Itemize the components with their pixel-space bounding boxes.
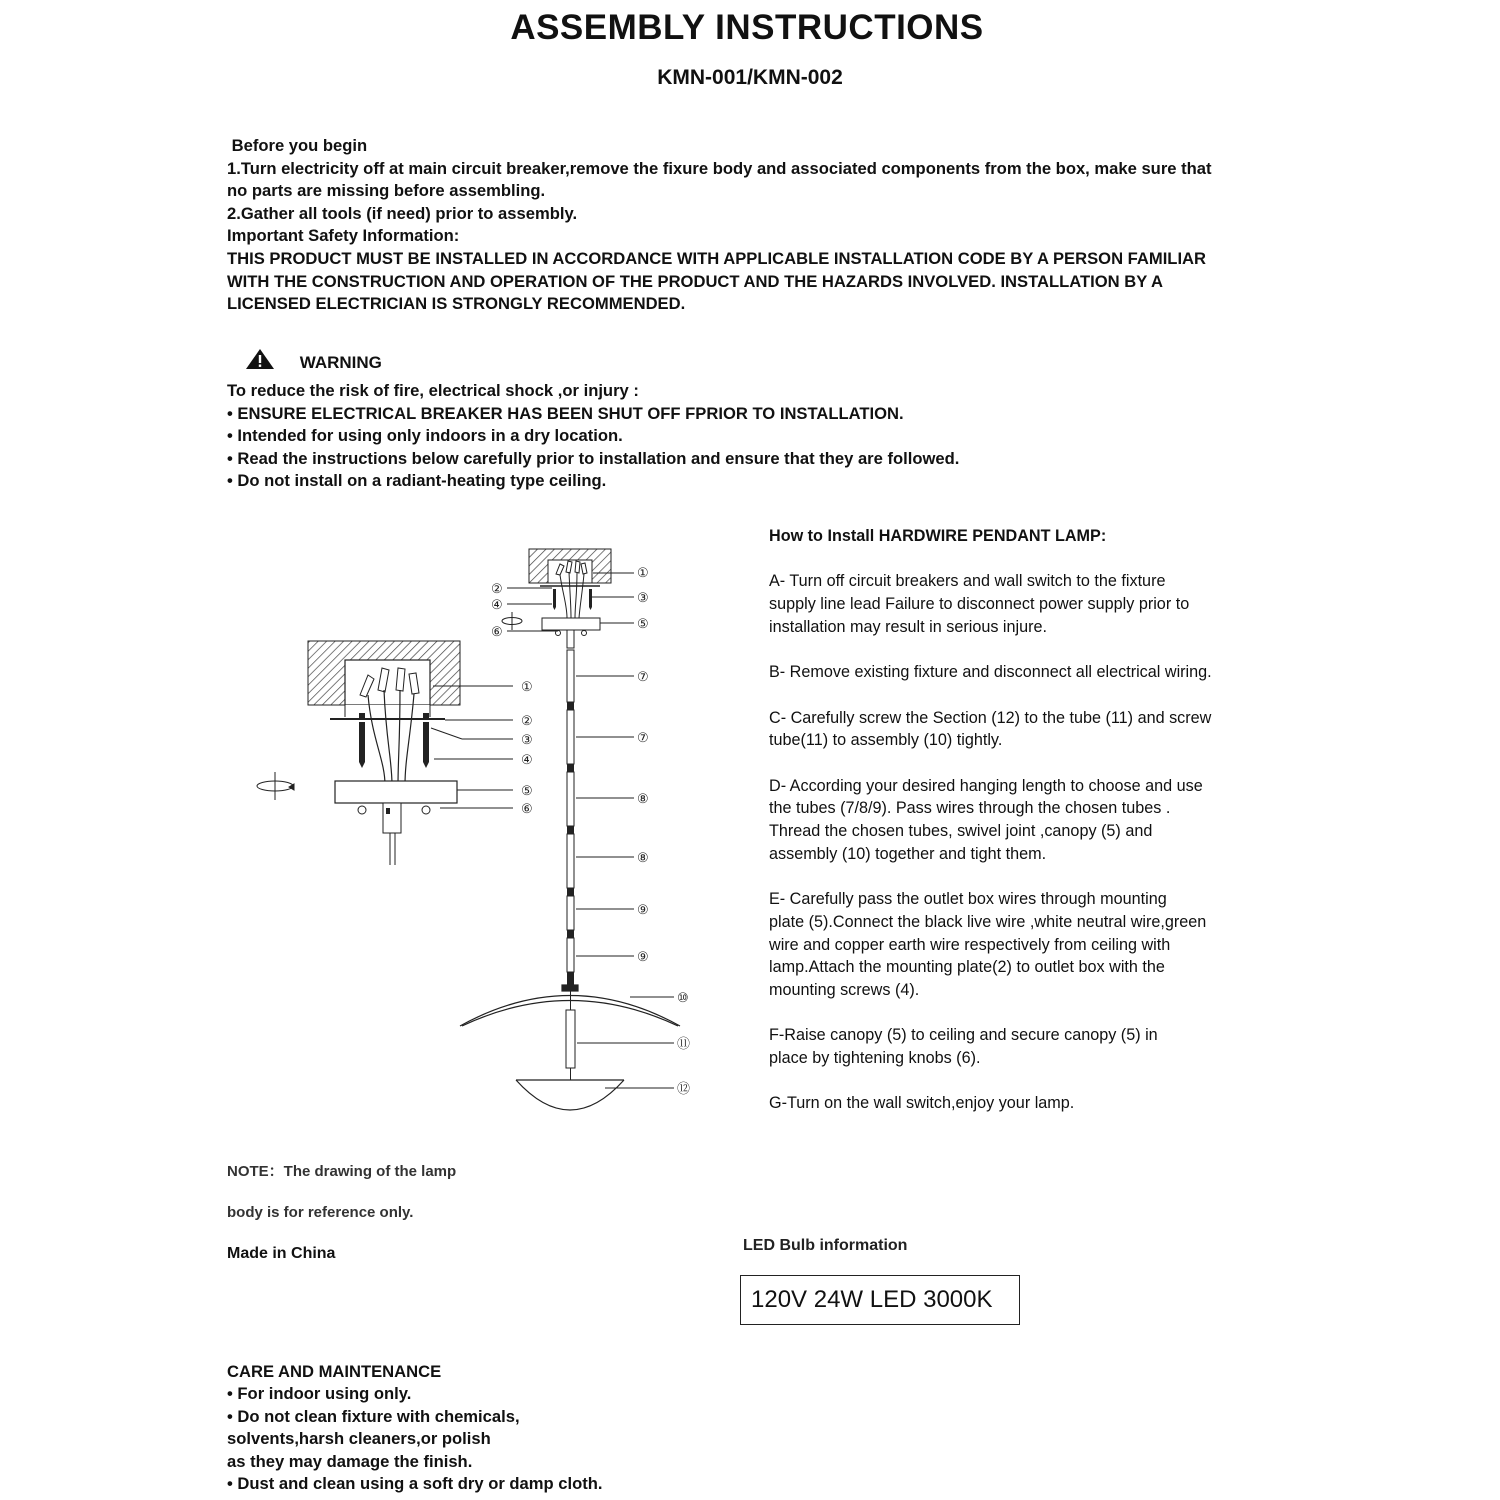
- warning-line: To reduce the risk of fire, electrical shock ,or injury :: [227, 381, 639, 400]
- led-spec-box: 120V 24W LED 3000K: [740, 1275, 1020, 1325]
- intro-line: no parts are missing before assembling.: [227, 181, 546, 201]
- step-line: plate (5).Connect the black live wire ,white neutral wire,green: [769, 912, 1207, 931]
- install-step-g: [769, 1092, 1289, 1115]
- intro-line: LICENSED ELECTRICIAN IS STRONGLY RECOMMENDED.: [227, 294, 686, 314]
- care-line: as they may damage the finish.: [227, 1451, 473, 1471]
- callout-label: ④: [491, 598, 503, 613]
- care-line: solvents,harsh cleaners,or polish: [227, 1429, 491, 1449]
- callout-label: ⑧: [637, 792, 649, 807]
- step-line: G-Turn on the wall switch,enjoy your lamp.: [769, 1094, 1075, 1113]
- callout-label: ①: [521, 680, 533, 695]
- main-ceiling-box: [529, 549, 611, 618]
- step-line: lamp.Attach the mounting plate(2) to outlet box with the: [769, 958, 1165, 977]
- intro-line: WITH THE CONSTRUCTION AND OPERATION OF THE PRODUCT AND THE HAZARDS INVOLVED. INSTALLATION BY A: [227, 271, 1163, 291]
- detail-rotate-arrow: [257, 772, 294, 800]
- intro-line: 1.Turn electricity off at main circuit breaker,remove the fixure body and associated components from the box, make sure that: [227, 158, 1212, 178]
- warning-line: • Read the instructions below carefully prior to installation and ensure that they are followed.: [227, 448, 960, 468]
- care-line: • Dust and clean using a soft dry or damp cloth.: [227, 1474, 603, 1494]
- step-line: tube(11) to assembly (10) tightly.: [769, 731, 1003, 750]
- step-line: wire and copper earth wire respectively from ceiling with: [769, 935, 1171, 954]
- callout-label: ②: [491, 582, 503, 597]
- callout-label: ⑥: [491, 625, 503, 640]
- page-title: ASSEMBLY INSTRUCTIONS: [510, 8, 984, 47]
- note-line-2: body is for reference only.: [227, 1204, 414, 1221]
- step-line: Thread the chosen tubes, swivel joint ,canopy (5) and: [769, 822, 1153, 841]
- callout-label: ⑦: [637, 731, 649, 746]
- main-shade-lower: [516, 1080, 624, 1110]
- step-line: B- Remove existing fixture and disconnect all electrical wiring.: [769, 663, 1212, 682]
- step-line: place by tightening knobs (6).: [769, 1049, 981, 1068]
- warning-line: • Do not install on a radiant-heating type ceiling.: [227, 471, 607, 491]
- warning-line: • ENSURE ELECTRICAL BREAKER HAS BEEN SHUT OFF FPRIOR TO INSTALLATION.: [227, 403, 904, 423]
- step-line: assembly (10) together and tight them.: [769, 844, 1047, 863]
- callout-label: ②: [521, 714, 533, 729]
- step-line: D- According your desired hanging length to choose and use: [769, 776, 1203, 795]
- callout-label: ⑤: [521, 784, 533, 799]
- step-line: A- Turn off circuit breakers and wall switch to the fixture: [769, 572, 1166, 591]
- care-heading: CARE AND MAINTENANCE: [227, 1362, 442, 1381]
- intro-line: Before you begin: [227, 136, 368, 155]
- install-steps: [769, 525, 1289, 1138]
- main-canopy: [542, 618, 600, 648]
- callout-label: ⑦: [637, 670, 649, 685]
- step-line: E- Carefully pass the outlet box wires through mounting: [769, 890, 1167, 909]
- intro-line: Important Safety Information:: [227, 226, 460, 246]
- callout-label: ⑧: [637, 851, 649, 866]
- care-line: • Do not clean fixture with chemicals,: [227, 1406, 520, 1426]
- step-line: C- Carefully screw the Section (12) to the tube (11) and screw: [769, 708, 1212, 727]
- intro-line: 2.Gather all tools (if need) prior to assembly.: [227, 203, 578, 223]
- callout-label: ⑨: [637, 950, 649, 965]
- detail-callouts: [521, 680, 533, 817]
- origin-label: Made in China: [227, 1245, 336, 1262]
- step-line: supply line lead Failure to disconnect power supply prior to: [769, 595, 1190, 614]
- callout-label: ④: [521, 753, 533, 768]
- install-step-c: [769, 707, 1289, 752]
- install-step-f: [769, 1024, 1289, 1069]
- care-line: • For indoor using only.: [227, 1384, 412, 1404]
- detail-canopy: [335, 781, 457, 865]
- install-step-b: [769, 661, 1289, 684]
- callout-label: ⑫: [677, 1082, 691, 1097]
- step-line: mounting screws (4).: [769, 980, 920, 999]
- install-step-e: [769, 888, 1289, 1002]
- main-tube-11: [566, 991, 575, 1080]
- step-line: the tubes (7/8/9). Pass wires through the chosen tubes .: [769, 799, 1171, 818]
- detail-screws: [359, 713, 429, 768]
- model-number: KMN-001/KMN-002: [657, 66, 843, 89]
- warning-line: • Intended for using only indoors in a dry location.: [227, 426, 623, 446]
- callout-label: ⑥: [521, 802, 533, 817]
- warning-label: WARNING: [299, 353, 382, 372]
- intro-line: THIS PRODUCT MUST BE INSTALLED IN ACCORDANCE WITH APPLICABLE INSTALLATION CODE BY A PERSON FAMILIAR: [227, 248, 1207, 268]
- callout-label: ⑪: [677, 1037, 691, 1052]
- callout-label: ③: [637, 591, 649, 606]
- callout-label: ⑨: [637, 903, 649, 918]
- assembly-diagram: [0, 0, 760, 1140]
- install-step-a: [769, 570, 1289, 638]
- install-heading: How to Install HARDWIRE PENDANT LAMP:: [769, 527, 1107, 545]
- step-line: F-Raise canopy (5) to ceiling and secure canopy (5) in: [769, 1026, 1158, 1045]
- callout-label: ⑩: [677, 991, 689, 1006]
- main-rotate-arrow: [502, 612, 522, 630]
- main-callouts: [491, 566, 690, 1097]
- callout-label: ①: [637, 566, 649, 581]
- step-line: installation may result in serious injure.: [769, 617, 1048, 636]
- note-line-1: NOTE：The drawing of the lamp: [227, 1163, 457, 1180]
- main-tube-stack: [567, 650, 574, 985]
- callout-label: ⑤: [637, 617, 649, 632]
- led-info-title: LED Bulb information: [743, 1237, 908, 1254]
- callout-label: ③: [521, 733, 533, 748]
- care-section: [227, 1361, 603, 1495]
- install-step-d: [769, 775, 1289, 866]
